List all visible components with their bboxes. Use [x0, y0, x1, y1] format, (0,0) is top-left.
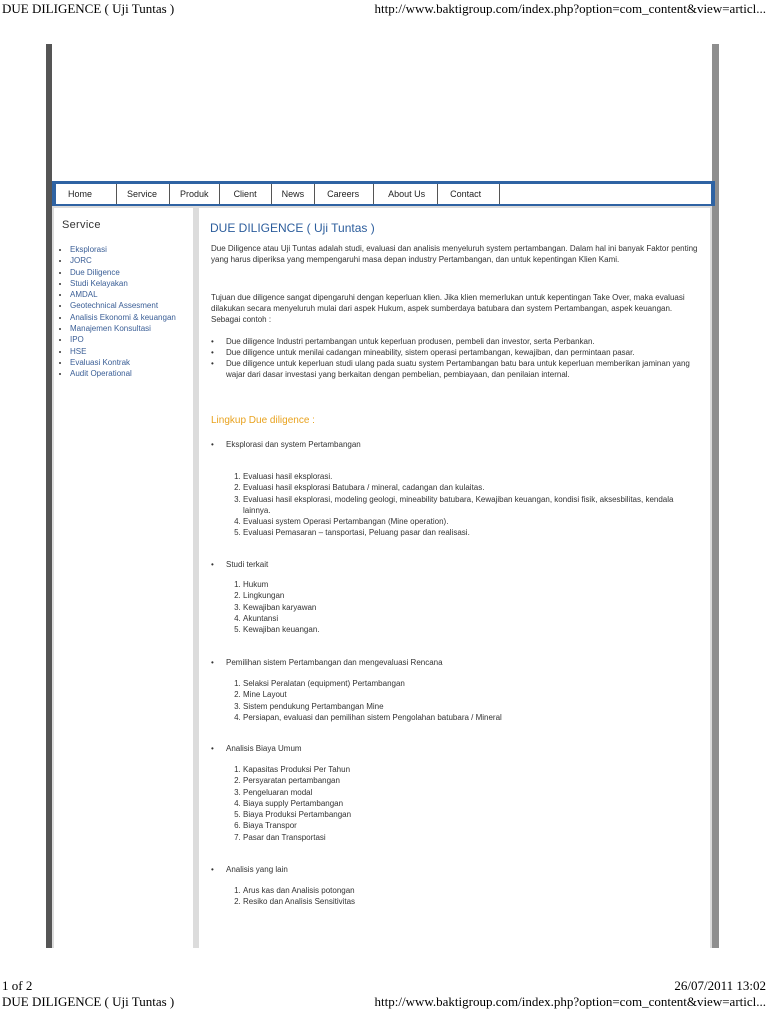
list-item: 3. Pengeluaran modal: [243, 787, 703, 798]
print-title: DUE DILIGENCE ( Uji Tuntas ): [2, 994, 175, 1009]
scope-heading-text: Analisis yang lain: [226, 865, 288, 874]
list-item: • Due diligence untuk menilai cadangan mineability, sistem operasi pertambangan, kewajiban, dan permintaan pasar.: [211, 347, 701, 358]
print-url[interactable]: http://www.baktigroup.com/index.php?option=com_content&view=articl...: [374, 994, 766, 1009]
sidebar: [54, 208, 193, 948]
list-item: 3. Evaluasi hasil eksplorasi, modeling geologi, mineability batubara, Kewajiban keuangan, kondisi fisik, aksesbilitas, kendala lainnya.: [243, 494, 703, 517]
list-item: 4. Persiapan, evaluasi dan pemilihan sistem Pengolahan batubara / Mineral: [243, 712, 703, 723]
scope-title: Lingkup Due diligence :: [211, 415, 315, 426]
nav-item-news[interactable]: News: [272, 184, 316, 204]
sidebar-item-manajemen-konsultasi[interactable]: • Manajemen Konsultasi: [70, 323, 190, 334]
nav-item-produk[interactable]: Produk: [170, 184, 220, 204]
scope-heading: • Studi terkait: [211, 560, 269, 569]
nav-item-contact[interactable]: Contact: [438, 184, 500, 204]
sidebar-title: Service: [62, 219, 101, 231]
list-item: 1. Kapasitas Produksi Per Tahun: [243, 764, 703, 775]
scope-heading-text: Eksplorasi dan system Pertambangan: [226, 440, 361, 449]
scope-heading-text: Analisis Biaya Umum: [226, 744, 302, 753]
nav-menu: [56, 184, 711, 204]
scrollbar-track[interactable]: [712, 44, 719, 948]
sidebar-item-studi-kelayakan[interactable]: • Studi Kelayakan: [70, 278, 190, 289]
list-item: 2. Resiko dan Analisis Sensitivitas: [243, 896, 703, 907]
list-item: 7. Pasar dan Transportasi: [243, 832, 703, 843]
sidebar-item-ipo[interactable]: • IPO: [70, 334, 190, 345]
scope-list: [227, 678, 703, 723]
article-title: DUE DILIGENCE ( Uji Tuntas ): [210, 221, 375, 235]
list-item: 4. Biaya supply Pertambangan: [243, 798, 703, 809]
list-item: 1. Selaksi Peralatan (equipment) Pertambangan: [243, 678, 703, 689]
sidebar-item-geotechnical[interactable]: • Geotechnical Assesment: [70, 300, 190, 311]
sidebar-item-jorc[interactable]: • JORC: [70, 255, 190, 266]
nav-item-client[interactable]: Client: [220, 184, 272, 204]
article: [199, 208, 710, 948]
scope-list: [227, 764, 703, 843]
nav-item-home[interactable]: Home: [56, 184, 117, 204]
sidebar-item-analisis-ekonomi[interactable]: • Analisis Ekonomi & keuangan: [70, 312, 190, 323]
list-item: 3. Kewajiban karyawan: [243, 602, 703, 613]
list-item: 1. Arus kas dan Analisis potongan: [243, 885, 703, 896]
list-item: 4. Akuntansi: [243, 613, 703, 624]
list-item: 5. Kewajiban keuangan.: [243, 624, 703, 635]
scope-heading: • Eksplorasi dan system Pertambangan: [211, 440, 361, 449]
sidebar-item-eksplorasi[interactable]: • Eksplorasi: [70, 244, 190, 255]
list-item: 5. Biaya Produksi Pertambangan: [243, 809, 703, 820]
list-item: 1. Evaluasi hasil eksplorasi.: [243, 471, 703, 482]
sidebar-item-audit-operational[interactable]: • Audit Operational: [70, 368, 190, 379]
list-item: 5. Evaluasi Pemasaran – tansportasi, Peluang pasar dan realisasi.: [243, 527, 703, 538]
examples-list: [211, 336, 701, 380]
list-item: 2. Persyaratan pertambangan: [243, 775, 703, 786]
sidebar-menu: [60, 244, 190, 380]
print-url[interactable]: http://www.baktigroup.com/index.php?option=com_content&view=articl...: [374, 1, 766, 16]
list-item: • Due diligence Industri pertambangan untuk keperluan produsen, pembeli dan investor, serta Perbankan.: [211, 336, 701, 347]
scope-heading: • Analisis yang lain: [211, 865, 288, 874]
list-item: 3. Sistem pendukung Pertambangan Mine: [243, 701, 703, 712]
list-item: 2. Mine Layout: [243, 689, 703, 700]
list-item: • Due diligence untuk keperluan studi ulang pada suatu system Pertambangan batu bara untuk keperluan memberikan jaminan yang wajar dari dasar investasi yang berkaitan dengan pembelian, pembiayaan, dan penilaian internal.: [211, 358, 701, 380]
scope-heading: • Analisis Biaya Umum: [211, 744, 302, 753]
article-intro: Due Diligence atau Uji Tuntas adalah studi, evaluasi dan analisis menyeluruh system pertambangan. Dalam hal ini banyak Faktor penting yang harus diperiksa yang mempengaruhi masa depan industry Pertambangan, dan untuk kepentingan Klien Kami.: [211, 244, 698, 264]
sidebar-item-hse[interactable]: • HSE: [70, 346, 190, 357]
sidebar-item-amdal[interactable]: • AMDAL: [70, 289, 190, 300]
list-item: 4. Evaluasi system Operasi Pertambangan (Mine operation).: [243, 516, 703, 527]
nav-item-about-us[interactable]: About Us: [374, 184, 438, 204]
print-page-number: 1 of 2: [2, 978, 33, 993]
print-header: [0, 0, 768, 18]
scope-list: [227, 579, 703, 635]
scope-heading: • Pemilihan sistem Pertambangan dan mengevaluasi Rencana: [211, 658, 443, 667]
list-item: 2. Lingkungan: [243, 590, 703, 601]
nav-item-service[interactable]: Service: [117, 184, 170, 204]
nav-item-careers[interactable]: Careers: [315, 184, 374, 204]
article-purpose: Tujuan due diligence sangat dipengaruhi dengan keperluan klien. Jika klien memerlukan untuk kepentingan Take Over, maka evaluasi dilakukan secara menyeluruh mulai dari aspek Hukum, aspek sumberdaya batubara dan system Pertambangan, aspek keuangan. Sebagai contoh :: [211, 293, 685, 324]
list-item: 1. Hukum: [243, 579, 703, 590]
sidebar-item-evaluasi-kontrak[interactable]: • Evaluasi Kontrak: [70, 357, 190, 368]
scope-list: [227, 885, 703, 908]
scope-heading-text: Pemilihan sistem Pertambangan dan mengevaluasi Rencana: [226, 658, 443, 667]
scope-list: [227, 471, 703, 539]
sidebar-item-due-diligence[interactable]: • Due Diligence: [70, 267, 190, 278]
print-title: DUE DILIGENCE ( Uji Tuntas ): [2, 1, 175, 16]
list-item: 6. Biaya Transpor: [243, 820, 703, 831]
scope-heading-text: Studi terkait: [226, 560, 269, 569]
list-item: 2. Evaluasi hasil eksplorasi Batubara / mineral, cadangan dan kulaitas.: [243, 482, 703, 493]
print-datetime: 26/07/2011 13:02: [674, 978, 766, 993]
